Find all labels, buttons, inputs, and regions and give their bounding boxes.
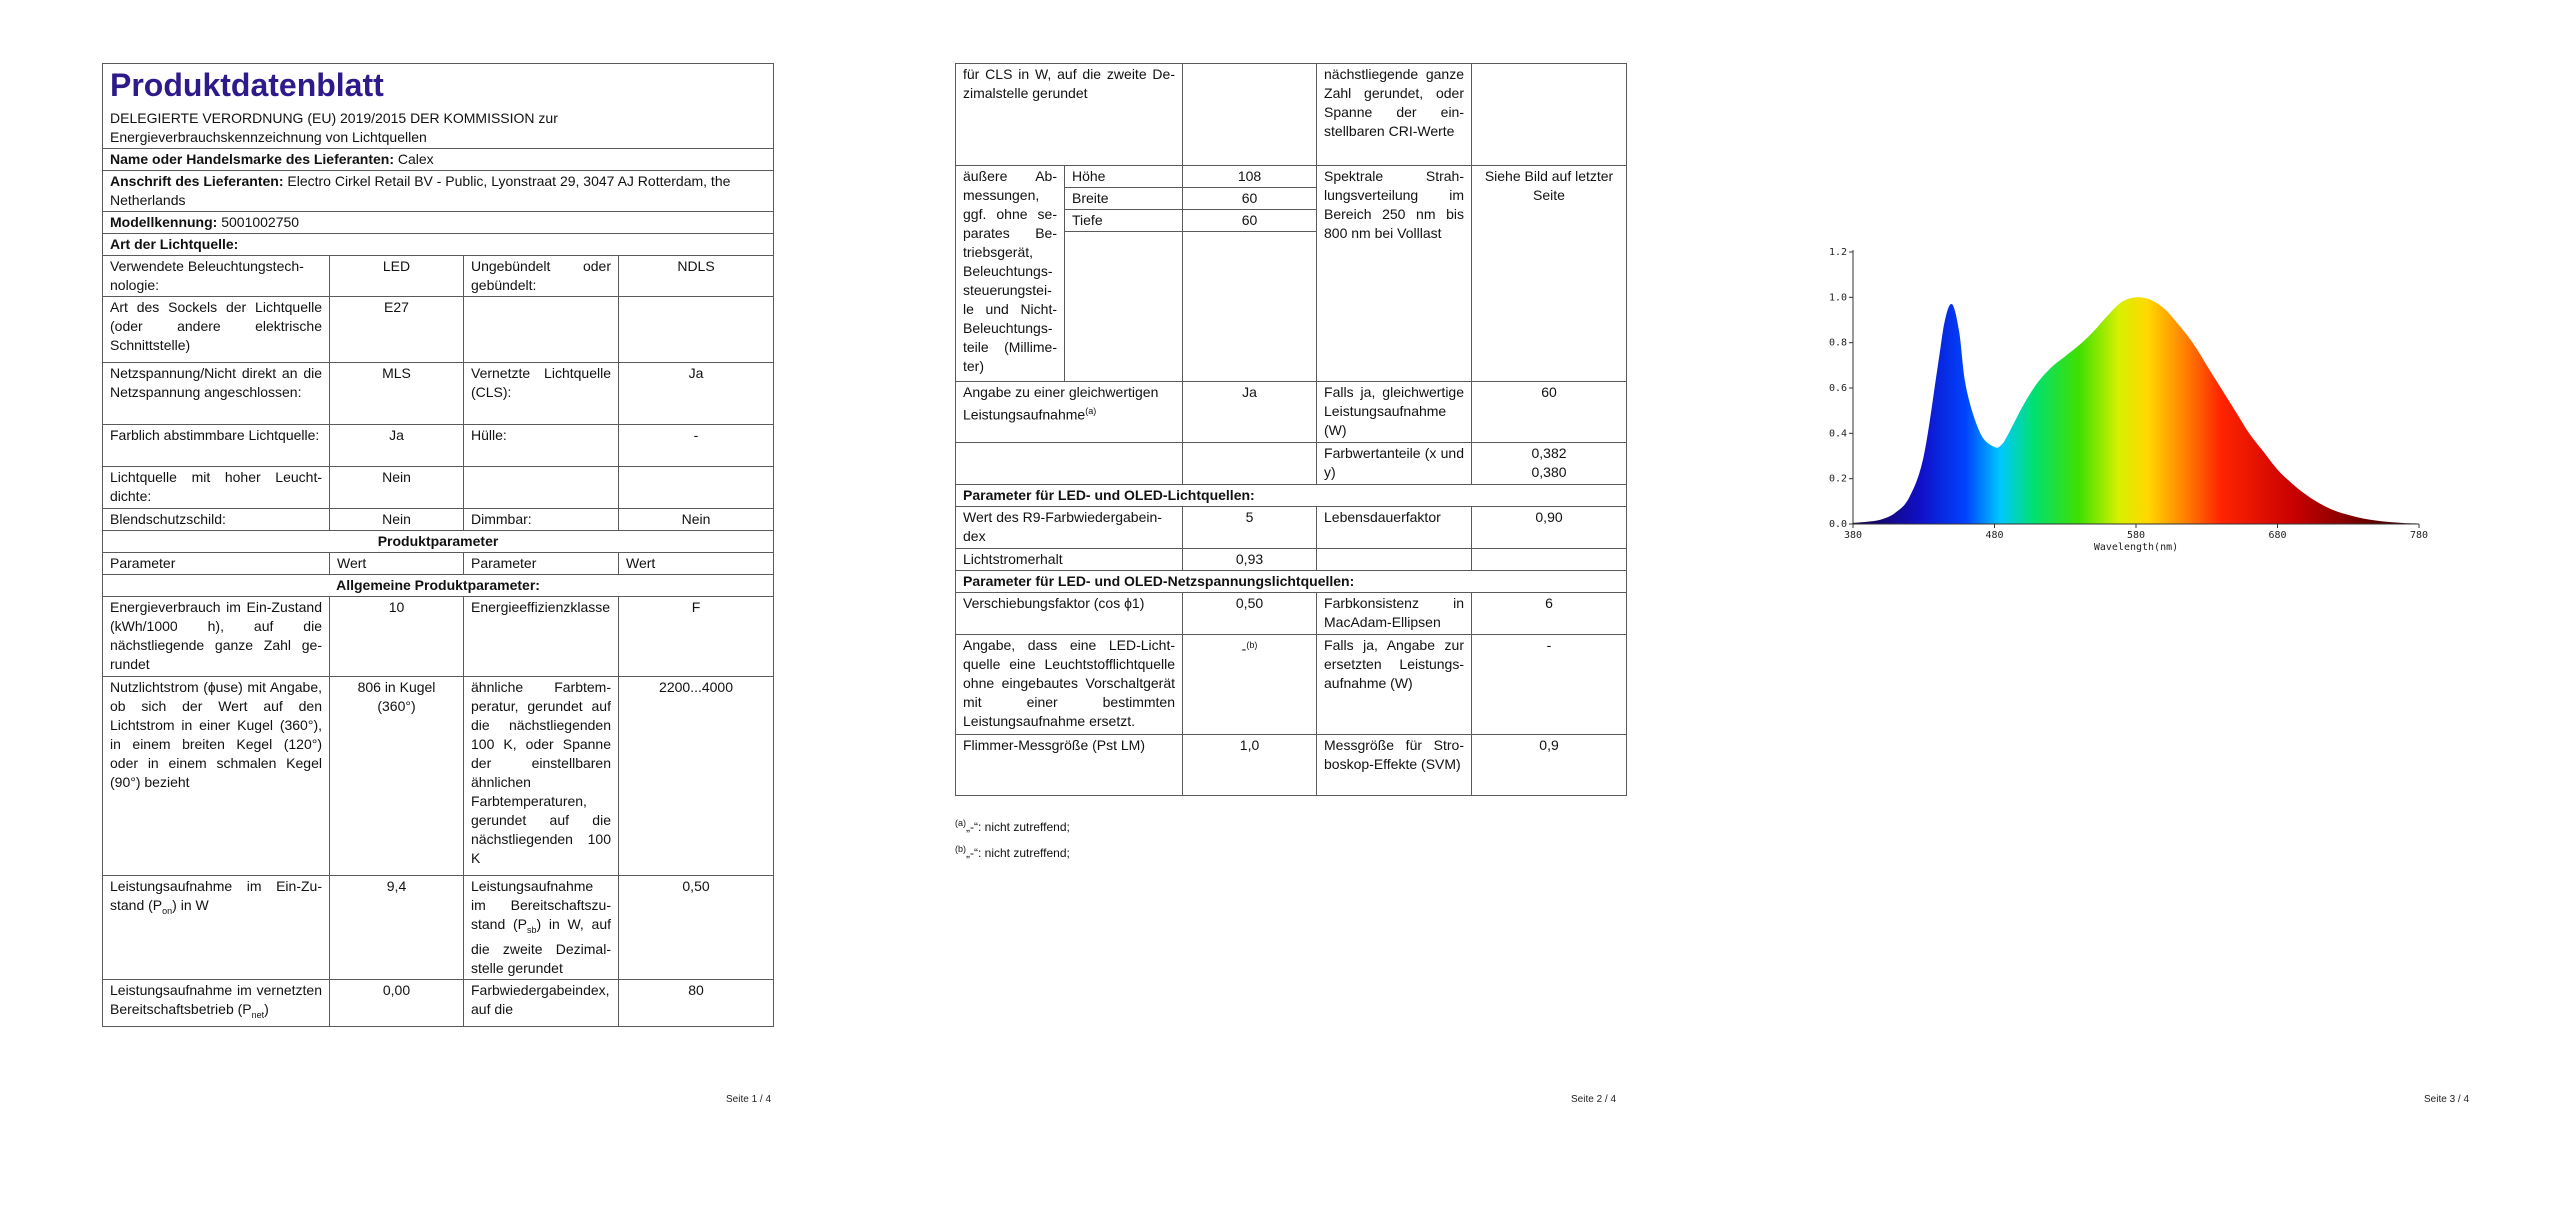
cri-cont-label: nächstliegende ganze Zahl gerundet, oder Spanne der einstellbaren CRI-Werte: [1317, 64, 1472, 166]
height-value: 108: [1183, 166, 1317, 188]
shift-factor-value: 0,50: [1183, 593, 1317, 635]
equivalent-watt-label: Falls ja, gleichwertige Leistungsaufnahme (W): [1317, 382, 1472, 443]
width-value: 60: [1183, 188, 1317, 210]
socket-label: Art des Sockels der Lichtquelle (oder andere elektrische Schnittstelle): [103, 297, 330, 363]
chromaticity-y: 0,380: [1531, 464, 1567, 480]
page-number: Seite 2 / 4: [1571, 1094, 1617, 1105]
page-title: Produktdatenblatt: [110, 67, 384, 103]
stroboscopic-value: 0,9: [1472, 735, 1627, 796]
model-row: [103, 212, 774, 234]
supplier-value: Calex: [397, 151, 434, 167]
pnet-value: 0,00: [330, 979, 464, 1026]
cct-label: ähnliche Farbtemperatur, gerundet auf die nächstliegenden 100 K, oder Spanne der einstellbaren ähnlichen Farbtemperaturen, gerundet auf die nächstliegenden 100 K: [464, 677, 619, 876]
r9-label: Wert des R9-Farbwiedergabeindex: [956, 507, 1183, 549]
antiglare-label: Blendschutzschild:: [103, 509, 330, 531]
mains-params-header: Parameter für LED- und OLED-Netzspannungslichtquellen:: [956, 571, 1627, 593]
product-params-header: Produktparameter: [103, 531, 774, 553]
page-1: [0, 0, 853, 1229]
width-label: Breite: [1065, 188, 1183, 210]
envelope-label: Hülle:: [464, 425, 619, 467]
height-label: Höhe: [1065, 166, 1183, 188]
spectrum-chart: [1706, 0, 2560, 1229]
dimensions-label: äußere Abmessungen, ggf. ohne separates Betriebsgerät, Beleuchtungssteuerungsteile und Nicht-Beleuchtungsteile (Millimeter): [956, 166, 1065, 382]
shift-factor-label: Verschiebungsfaktor (cos ϕ1): [956, 593, 1183, 635]
stroboscopic-label: Messgröße für Stroboskop-Effekte (SVM): [1317, 735, 1472, 796]
col-header-param-2: Parameter: [464, 553, 619, 575]
address-label: Anschrift des Lieferanten:: [110, 173, 284, 189]
lumen-maintenance-label: Lichtstromerhalt: [956, 549, 1183, 571]
spd-value: Siehe Bild auf letzter Seite: [1472, 166, 1627, 382]
equivalent-watt-value: 60: [1472, 382, 1627, 443]
chart-plot-area: [1829, 247, 2428, 553]
survival-label: Lebensdauerfaktor: [1317, 507, 1472, 549]
antiglare-value: Nein: [330, 509, 464, 531]
survival-value: 0,90: [1472, 507, 1627, 549]
x-tick-label: 580: [2126, 530, 2146, 541]
page-3: [1706, 0, 2560, 1229]
colour-consistency-value: 6: [1472, 593, 1627, 635]
cls-label: Vernetzte Lichtquelle (CLS):: [464, 363, 619, 425]
lightsource-type-header: Art der Lichtquelle:: [103, 234, 774, 256]
spd-label: Spektrale Strahlungsverteilung im Bereich 250 nm bis 800 nm bei Volllast: [1317, 166, 1472, 382]
tunable-label: Farblich abstimmbare Lichtquelle:: [103, 425, 330, 467]
socket-value: E27: [330, 297, 464, 363]
envelope-value: -: [619, 425, 774, 467]
address-value: Electro Cirkel Retail BV - Public, Lyonstraat 29, 3047 AJ Rotterdam, the Netherlands: [110, 173, 731, 208]
x-tick-label: 480: [1985, 530, 2004, 541]
cct-value: 2200...4000: [619, 677, 774, 876]
bundled-label: Ungebündelt oder gebündelt:: [464, 256, 619, 297]
flicker-label: Flimmer-Messgröße (Pst LM): [956, 735, 1183, 796]
supplier-row: [103, 149, 774, 171]
replacement-watt-label: Falls ja, Angabe zur ersetzten Leistungsaufnahme (W): [1317, 635, 1472, 735]
footnotes: [955, 812, 1070, 864]
y-tick-label: 0.2: [1828, 473, 1847, 485]
depth-label: Tiefe: [1065, 210, 1183, 232]
address-row: [103, 171, 774, 212]
cls-value: Ja: [619, 363, 774, 425]
bundled-value: NDLS: [619, 256, 774, 297]
y-tick-label: 0.8: [1828, 337, 1847, 349]
depth-value: 60: [1183, 210, 1317, 232]
cri-value: 80: [619, 979, 774, 1026]
replacement-value: -$^{(b)}$: [1183, 635, 1317, 735]
r9-value: 5: [1183, 507, 1317, 549]
cls-power-cont-label: für CLS in W, auf die zweite Dezimalstelle gerundet: [956, 64, 1183, 166]
regulation-subtitle: DELEGIERTE VERORDNUNG (EU) 2019/2015 DER KOMMISSION zur Energieverbrauchskennzeichnung von Lichtquellen: [110, 110, 558, 145]
psb-label: Leistungsaufnahme im Bereitschaftszustand $(P_{sb})$ in W, auf die zweite Dezimalstelle gerundet: [464, 876, 619, 980]
footnote-a: $^{(a)}$„-“: nicht zutreffend;: [955, 818, 1070, 834]
cri-label: Farbwiedergabeindex, auf die: [464, 979, 619, 1026]
replacement-watt-value: -: [1472, 635, 1627, 735]
energy-label: Energieverbrauch im Ein-Zustand (kWh/1000 h), auf die nächstliegende ganze Zahl gerundet: [103, 597, 330, 677]
energy-value: 10: [330, 597, 464, 677]
equivalent-power-flag: Ja: [1183, 382, 1317, 443]
col-header-value-1: Wert: [330, 553, 464, 575]
psb-value: 0,50: [619, 876, 774, 980]
pnet-label: Leistungsaufnahme im vernetzten Bereitschaftsbetrieb $(P_{net})$: [103, 979, 330, 1026]
x-tick-label: 680: [2268, 530, 2287, 541]
mains-value: MLS: [330, 363, 464, 425]
x-ticks: [1844, 524, 2428, 541]
model-label: Modellkennung:: [110, 214, 218, 230]
title-cell: [103, 64, 774, 149]
y-tick-label: 1.0: [1828, 292, 1847, 304]
tunable-value: Ja: [330, 425, 464, 467]
dimmable-label: Dimmbar:: [464, 509, 619, 531]
y-tick-label: 0.6: [1828, 383, 1847, 394]
tech-label: Verwendete Beleuchtungstechnologie:: [103, 256, 330, 297]
page-number: Seite 3 / 4: [2424, 1094, 2470, 1105]
supplier-label: Name oder Handelsmarke des Lieferanten:: [110, 151, 394, 167]
led-params-header: Parameter für LED- und OLED-Lichtquellen:: [956, 485, 1627, 507]
colour-consistency-label: Farbkonsistenz in MacAdam-Ellipsen: [1317, 593, 1472, 635]
datasheet-table-2: [955, 63, 1627, 796]
x-axis-label: Wavelength(nm): [2093, 542, 2179, 553]
y-tick-label: 1.2: [1828, 247, 1847, 258]
replacement-label: Angabe, dass eine LED-Lichtquelle eine Leuchtstofflichtquelle ohne eingebautes Vorschaltgerät mit einer bestimmten Leistungsaufnahme ersetzt.: [956, 635, 1183, 735]
y-tick-label: 0.4: [1828, 428, 1847, 440]
footnote-b: $^{(b)}$„-“: nicht zutreffend;: [955, 844, 1070, 860]
equivalent-power-label: Angabe zu einer gleichwertigen Leistungsaufnahme$^{(a)}$: [956, 382, 1183, 443]
page-2: [853, 0, 1706, 1229]
datasheet-table-1: [102, 63, 774, 1027]
spectrum-area: [1853, 297, 2419, 524]
model-value: 5001002750: [221, 214, 300, 230]
y-tick-label: 0.0: [1828, 519, 1847, 530]
col-header-value-2: Wert: [619, 553, 774, 575]
flux-value: 806 in Kugel (360°): [330, 677, 464, 876]
general-params-header: Allgemeine Produktparameter:: [103, 575, 774, 597]
col-header-param-1: Parameter: [103, 553, 330, 575]
high-luminance-label: Lichtquelle mit hoher Leuchtdichte:: [103, 467, 330, 509]
flux-label: Nutzlichtstrom (ɸuse) mit Angabe, ob sich der Wert auf den Lichtstrom in einer Kugel (360°), in einem breiten Kegel (120°) oder in einem schmalen Kegel (90°) bezieht: [103, 677, 330, 876]
x-tick-label: 780: [2409, 530, 2429, 541]
high-luminance-value: Nein: [330, 467, 464, 509]
mains-label: Netzspannung/Nicht direkt an die Netzspannung angeschlossen:: [103, 363, 330, 425]
energy-class-value: F: [619, 597, 774, 677]
pon-label: Leistungsaufnahme im Ein-Zustand $(P_{on})$ in W: [103, 876, 330, 980]
chromaticity-values: [1472, 443, 1627, 485]
page-number: Seite 1 / 4: [726, 1094, 772, 1105]
x-tick-label: 380: [1843, 530, 1863, 541]
chromaticity-label: Farbwertanteile (x und y): [1317, 443, 1472, 485]
energy-class-label: Energieeffizienzklasse: [464, 597, 619, 677]
lumen-maintenance-value: 0,93: [1183, 549, 1317, 571]
pon-value: 9,4: [330, 876, 464, 980]
flicker-value: 1,0: [1183, 735, 1317, 796]
dimmable-value: Nein: [619, 509, 774, 531]
tech-value: LED: [330, 256, 464, 297]
y-ticks: [1829, 247, 1853, 530]
chromaticity-x: 0,382: [1531, 445, 1567, 461]
